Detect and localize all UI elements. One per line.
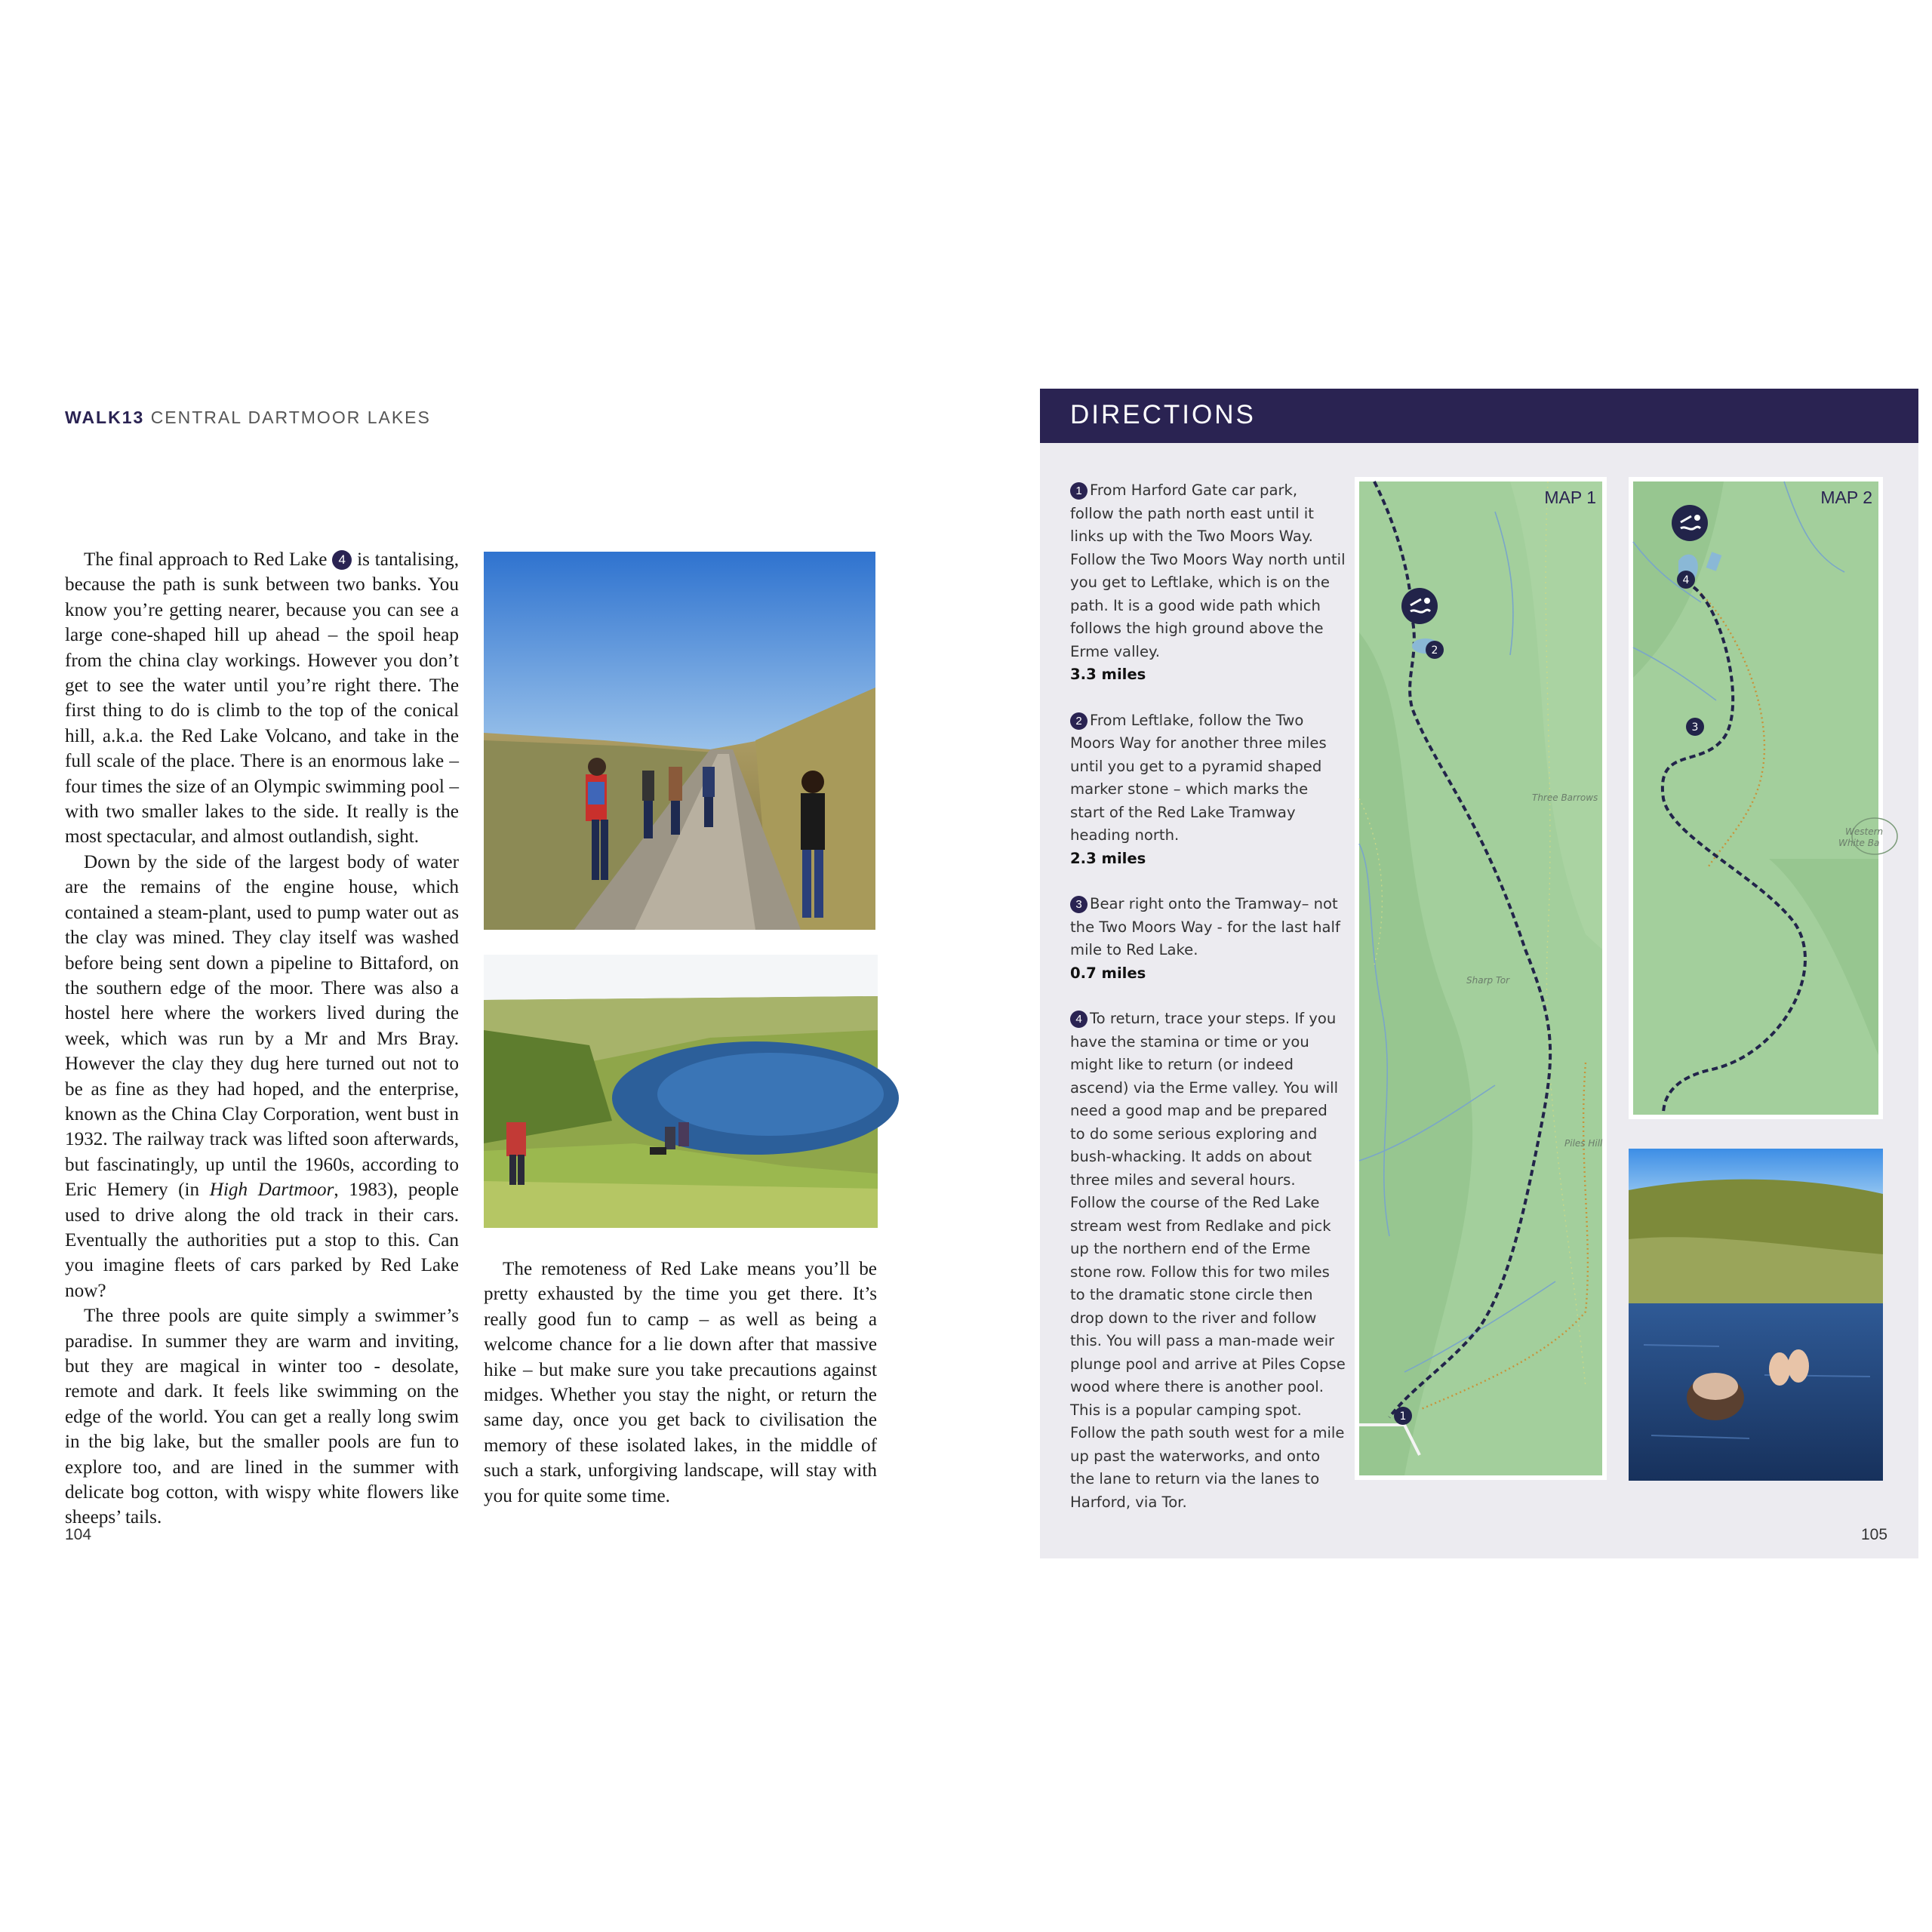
directions-title: DIRECTIONS — [1070, 400, 1256, 429]
place-white-ba: White Ba — [1838, 838, 1880, 848]
body-column-2 — [484, 1257, 877, 1513]
svg-text:2: 2 — [1431, 645, 1438, 657]
running-head — [65, 408, 431, 428]
page-number-left: 104 — [65, 1526, 92, 1543]
photo-walkers-on-track — [484, 552, 875, 930]
swimmer-icon — [1401, 588, 1438, 624]
step-text: From Leftlake, follow the Two Moors Way for another three miles until you get to a pyramid shaped marker stone – which marks the start of the Red Lake Tramway heading north. — [1070, 711, 1327, 844]
place-sharp-tor: Sharp Tor — [1466, 975, 1510, 986]
step-text: From Harford Gate car park, follow the path north east until it links up with the Two Moors Way. Follow the Two Moors Way north until you get to Leftlake, which is on the path. It is a good wide path which follows the high ground above the Erme valley. — [1070, 481, 1346, 660]
swimmer-icon — [1672, 505, 1708, 541]
svg-text:4: 4 — [1682, 574, 1690, 586]
direction-step-1 — [1070, 479, 1346, 687]
body-column-1 — [65, 547, 460, 1528]
photo-red-lake — [484, 955, 878, 1228]
directions-list — [1070, 479, 1346, 1537]
map-2 — [1629, 477, 1883, 1119]
step-number: 4 — [1070, 1011, 1088, 1028]
step-number: 2 — [1070, 712, 1088, 730]
map-1-label: MAP 1 — [1544, 488, 1596, 507]
map-marker-4 — [1677, 571, 1695, 589]
place-three-barrows: Three Barrows — [1532, 792, 1598, 803]
walk-title: CENTRAL DARTMOOR LAKES — [150, 408, 431, 427]
paragraph: Down by the side of the largest body of water are the remains of the engine house, which contained a steam-plant, used to pump water out as the clay was mined. They clay itself was washed before being sent down a pipeline to Bittaford, on the southern edge of the moor. There was also a hostel here where the workers lived during the week, which was run by a Mr and Mrs Bray. However the clay they dug here turned out not to be as fine as they had hoped, and the enterprise, known as the China Clay Corporation, went bust in 1932. The railway track was lifted soon afterwards, but fascinatingly, up until the 1960s, according to Eric Hemery (in High Dartmoor, 1983), people used to drive along the old track in their cars. Eventually the authorities put a stop to this. Can you imagine fleets of cars parked by Red Lake now? — [65, 851, 459, 1301]
step-text: To return, trace your steps. If you have the stamina or time or you might like to return (or indeed ascend) via the Erme valley. You will need a good map and be prepared to do some serious exploring and bush-whacking. It adds on about three miles and several hours. Follow the course of the Red Lake stream west from Redlake and pick up the northern end of the Erme stone row. Follow this for two miles to the dramatic stone circle then drop down to the river and follow this. You will pass a man-made weir plunge pool and arrive at Piles Copse wood where there is another pool. This is a popular camping spot. Follow the path south west for a mile up past the waterworks, and onto the lane to return via the lanes to Harford, via Tor. — [1070, 1010, 1346, 1511]
direction-step-2 — [1070, 709, 1346, 871]
svg-text:3: 3 — [1691, 721, 1699, 734]
map-1 — [1355, 477, 1607, 1480]
place-western: Western — [1845, 826, 1884, 837]
waypoint-marker: 4 — [332, 550, 352, 570]
step-distance: 3.3 miles — [1070, 666, 1146, 683]
step-number: 1 — [1070, 482, 1088, 500]
map-marker-1 — [1394, 1407, 1412, 1425]
direction-step-3 — [1070, 893, 1346, 985]
map-marker-2 — [1426, 641, 1444, 659]
step-number: 3 — [1070, 896, 1088, 913]
map-marker-3 — [1686, 718, 1704, 736]
svg-text:1: 1 — [1399, 1411, 1407, 1423]
paragraph: The remoteness of Red Lake means you’ll be pretty exhausted by the time you get there. It’s really good fun to camp – as well as being a welcome chance for a lie down after that massive hike – but make sure you take precautions against midges. Whether you stay the night, or return the same day, once you get back to civilisation the memory of these isolated lakes, in the middle of such a stark, unforgiving landscape, will stay with you for quite some time. — [484, 1259, 877, 1506]
step-distance: 2.3 miles — [1070, 849, 1146, 867]
step-text: Bear right onto the Tramway– not the Two Moors Way - for the last half mile to Red Lake. — [1070, 895, 1340, 958]
place-piles-hill: Piles Hill — [1564, 1138, 1603, 1149]
step-distance: 0.7 miles — [1070, 964, 1146, 982]
page-number-right: 105 — [1861, 1526, 1888, 1543]
direction-step-4 — [1070, 1008, 1346, 1514]
paragraph: The final approach to Red Lake 4 is tantalising, because the path is sunk between two banks. You know you’re getting nearer, because you can see a large cone-shaped hill up ahead – the spoil heap from the china clay workings. However you don’t get to see the water until you’re right there. The first thing to do is climb to the top of the conical hill, a.k.a. the Red Lake Volcano, and take in the full scale of the place. There is an enormous lake – four times the size of an Olympic swimming pool – with two smaller lakes to the side. It really is the most spectacular, and almost outlandish, sight. — [65, 549, 460, 848]
walk-number: WALK13 — [65, 408, 145, 427]
book-title: High Dartmoor — [209, 1180, 334, 1201]
paragraph: The three pools are quite simply a swimmer’s paradise. In summer they are warm and inviting, but they are magical in winter too - desolate, remote and dark. It feels like swimming on the edge of the world. You can get a really long swim in the big lake, but the smaller pools are fun to explore too, and are lined in the summer with delicate bog cotton, with wispy white flowers like sheeps’ tails. — [65, 1306, 459, 1528]
map-2-label: MAP 2 — [1820, 488, 1872, 507]
photo-swimmer — [1629, 1149, 1883, 1481]
